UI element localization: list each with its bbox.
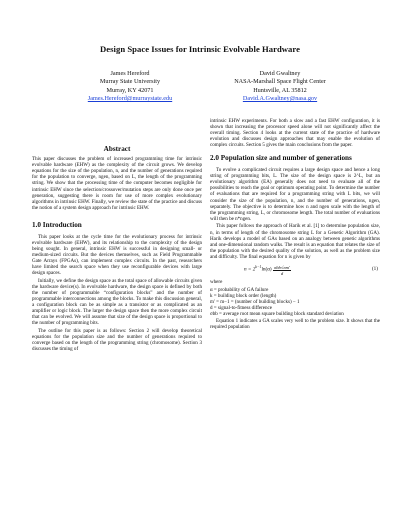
section-heading-introduction: 1.0 Introduction (32, 220, 82, 229)
equation-numerator: σbb√πm' (273, 264, 290, 270)
equation-fraction (273, 265, 291, 276)
section-heading-population: 2.0 Population size and number of generations (210, 154, 352, 163)
definition-list (210, 287, 380, 317)
author-location: Murray, KY 42071 (106, 86, 154, 94)
section2-closing: Equation 1 indicates a GA scales very well to the problem size. It shows that the required population (210, 317, 380, 330)
author-name: James Hereford (110, 70, 150, 77)
paper-title: Design Space Issues for Intrinsic Evolvable Hardware (100, 44, 300, 54)
author-block-1 (45, 70, 215, 103)
intro-paragraph: Initially, we define the design space as the total space of allowable circuits given the hardware device(s). In evolvable hardware, the design space is defined by both the number of programmable “configuration blocks” and the number of programmable interconnections among the blocks. To make this discussion general, a configuration block can be as simple as a transistor or as complicated as an amplifier or logic block. The larger the design space then the more complex circuit that can be evolved. We will assume that size of the design space is proportional to the number of programming bits. (32, 277, 202, 327)
author-name: David Gwaltney (259, 70, 301, 77)
definition-item: k = building block order (length) (210, 293, 277, 300)
author-block-2 (195, 70, 365, 103)
equation-exponent: k−1 (255, 265, 262, 270)
definition-item: d = signal-to-fitness difference (210, 305, 273, 312)
author-email-link[interactable]: James.Hereford@murraystate.edu (87, 94, 173, 102)
equation-number: (1) (371, 266, 378, 273)
definition-item: m' = m−1 = (number of building blocks) − 1 (210, 299, 300, 306)
abstract-heading: Abstract (103, 145, 131, 153)
section2-paragraph: To evolve a complicated circuit requires a large design space and hence a long string of programming bits, L. The size of the design space is 2^L, but an evolutionary algorithm (EA) generally does not need to evaluate all of the possibilities to reach the goal or optimum operating point. To determine the number of evaluations that are required for a programming string with L bits, we will consider the size of the population, n, and the number of generations, ngen, separately. The objective is to determine how n and ngen scale with the length of the programming string, L, or chromosome length. The total number of evaluations will then be n*ngen. (210, 167, 380, 222)
author-affiliation: NASA-Marshall Space Flight Center (234, 78, 326, 86)
author-location: Huntsville, AL 35812 (253, 86, 307, 94)
abstract-text: This paper discusses the problem of increased programming time for intrinsic evolvable hardware (EHW) as the complexity of the circuit grows. We develop equations for the size of the population, n, and the number of generations required for the population to converge, ngen, based on L, the length of the programming string. We show that the processing time of the computer becomes negligible for intrinsic EHW since the selection/crossover/mutation steps are only done once per generation, suggesting there is room for use of more complex evolutionary algorithms in intrinsic EHW. Finally, we review the state of the practice and discuss the notion of a system design approach for intrinsic EHW. (32, 156, 202, 211)
definition-item: α = probability of GA failure (210, 287, 269, 294)
equation-expression (244, 264, 291, 275)
equation-lhs: n = 2 (244, 267, 256, 274)
where-label: where (210, 279, 223, 286)
intro-continuation: intrinsic EHW experiments. For both a slow and a fast EHW configuration, it is shown that increasing the processor speed alone will not significantly affect the overall timing. Section 4 looks at the current state of the practice of hardware evolution and discusses design approaches that may enable the evolution of complex circuits. Section 5 gives the main conclusions from the paper. (210, 118, 380, 149)
section2-paragraph: This paper follows the approach of Harik et al. [1] to determine population size, n, in terms of length of the chromosome string L for a Genetic Algorithm (GA). Harik develops a model of GAs based on an analogy between genetic algorithms and one-dimensional random walks. The result is an equation that relates the size of the population with the desired quality of the solution, as well as the problem size and difficulty. The final equation for n is given by (210, 223, 380, 260)
author-affiliation: Murray State University (99, 78, 161, 86)
left-column (32, 146, 202, 354)
equation-ln: ln(α) (261, 267, 272, 274)
equation-1 (210, 261, 380, 277)
equation-denominator: d (280, 270, 284, 276)
intro-paragraph: This paper looks at the cycle time for the evolutionary process for intrinsic evolvable hardware (EHW), and its relationship to the complexity of the design being sought. In general, intrinsic EHW is successful in designing small- or medium-sized circuits. But the devices themselves, such as Field Programmable Gate Arrays (FPGAs), can implement complex circuits. In the past, researchers have limited the search space when they use reconfigurable devices with large design spaces. (32, 233, 202, 277)
definition-item: σbb = average root mean square building block standard deviation (210, 311, 344, 318)
author-email-link[interactable]: David.A.Gwaltney@nasa.gov (242, 94, 318, 102)
right-column (210, 118, 380, 331)
intro-paragraph: The outline for this paper is as follows: Section 2 will develop theoretical equations for the population size and the number of generations required to converge based on the length of the programming string (chromosome). Section 3 discusses the timing of (32, 327, 202, 353)
